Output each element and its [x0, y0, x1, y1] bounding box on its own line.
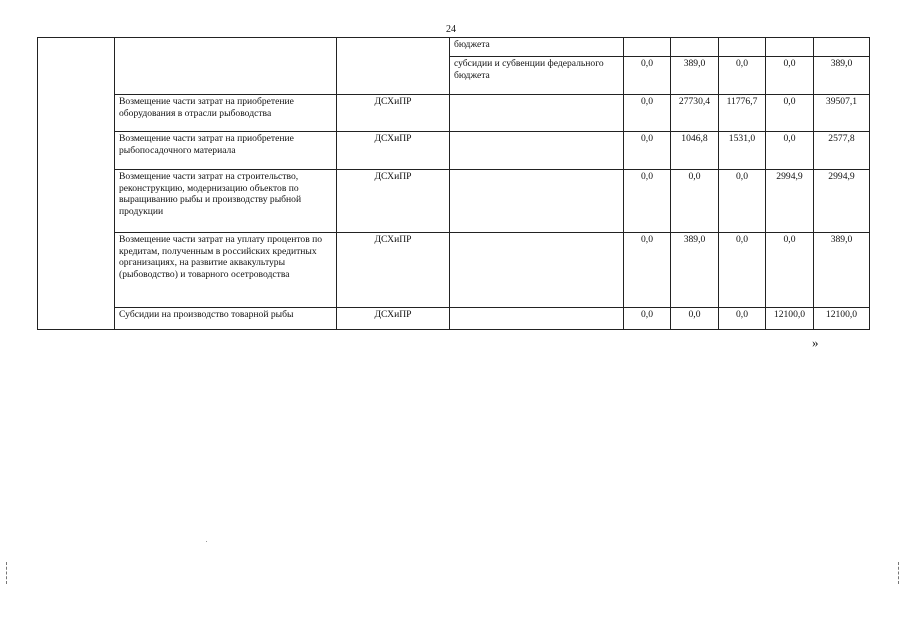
funding-source-cell: бюджета: [450, 38, 624, 57]
value-cell: [814, 38, 870, 57]
value-cell: 389,0: [671, 57, 719, 95]
value-cell: 0,0: [624, 95, 671, 132]
table-row: [38, 233, 870, 308]
value-cell: 389,0: [814, 233, 870, 308]
funding-source-cell: [450, 132, 624, 170]
value-cell: 0,0: [766, 95, 814, 132]
value-cell: [719, 38, 766, 57]
executor-cell: ДСХиПР: [337, 308, 450, 330]
value-cell: 389,0: [814, 57, 870, 95]
value-cell: 2577,8: [814, 132, 870, 170]
value-cell: 0,0: [624, 308, 671, 330]
program-cell: [38, 38, 115, 330]
value-cell: 39507,1: [814, 95, 870, 132]
funding-source-cell: [450, 95, 624, 132]
executor-cell: ДСХиПР: [337, 233, 450, 308]
executor-cell: ДСХиПР: [337, 95, 450, 132]
activity-title-cell: Возмещение части затрат на уплату процентов по кредитам, полученным в российских кредитных организациях, на развитие аквакультуры (рыбоводство) и товарного осетроводства: [115, 233, 337, 308]
value-cell: 0,0: [719, 308, 766, 330]
activity-title-cell: Возмещение части затрат на приобретение рыбопосадочного материала: [115, 132, 337, 170]
funding-source-cell: [450, 233, 624, 308]
value-cell: 0,0: [719, 170, 766, 233]
value-cell: 0,0: [766, 233, 814, 308]
page-number: 24: [446, 24, 456, 35]
value-cell: 0,0: [671, 170, 719, 233]
value-cell: 1046,8: [671, 132, 719, 170]
value-cell: 0,0: [719, 57, 766, 95]
value-cell: 0,0: [766, 132, 814, 170]
value-cell: 0,0: [624, 132, 671, 170]
value-cell: 12100,0: [766, 308, 814, 330]
funding-source-cell: субсидии и субвенции федерального бюджета: [450, 57, 624, 95]
executor-cell: [337, 38, 450, 95]
activity-title-cell: Возмещение части затрат на строительство, реконструкцию, модернизацию объектов по выращиванию рыбы и производству рыбной продукции: [115, 170, 337, 233]
value-cell: 0,0: [671, 308, 719, 330]
table-row: [38, 95, 870, 132]
value-cell: [671, 38, 719, 57]
funding-source-cell: [450, 308, 624, 330]
value-cell: [624, 38, 671, 57]
scan-margin-mark: [6, 562, 8, 584]
value-cell: 11776,7: [719, 95, 766, 132]
value-cell: 27730,4: [671, 95, 719, 132]
value-cell: 1531,0: [719, 132, 766, 170]
value-cell: [766, 38, 814, 57]
table-row: [38, 308, 870, 330]
value-cell: 0,0: [624, 233, 671, 308]
table-row-continuation-1: [38, 38, 870, 57]
scan-margin-mark: [898, 562, 900, 584]
table-row: [38, 170, 870, 233]
funding-source-cell: [450, 170, 624, 233]
table-row: [38, 132, 870, 170]
value-cell: 0,0: [624, 170, 671, 233]
value-cell: 12100,0: [814, 308, 870, 330]
value-cell: 2994,9: [814, 170, 870, 233]
executor-cell: ДСХиПР: [337, 170, 450, 233]
executor-cell: ДСХиПР: [337, 132, 450, 170]
value-cell: 0,0: [719, 233, 766, 308]
scan-speck: [206, 541, 207, 542]
activity-title-cell: Субсидии на производство товарной рыбы: [115, 308, 337, 330]
budget-table: [37, 37, 870, 330]
value-cell: 2994,9: [766, 170, 814, 233]
activity-cell: [115, 38, 337, 95]
value-cell: 0,0: [624, 57, 671, 95]
value-cell: 0,0: [766, 57, 814, 95]
closing-quote: »: [812, 335, 819, 350]
activity-title-cell: Возмещение части затрат на приобретение оборудования в отрасли рыбоводства: [115, 95, 337, 132]
value-cell: 389,0: [671, 233, 719, 308]
